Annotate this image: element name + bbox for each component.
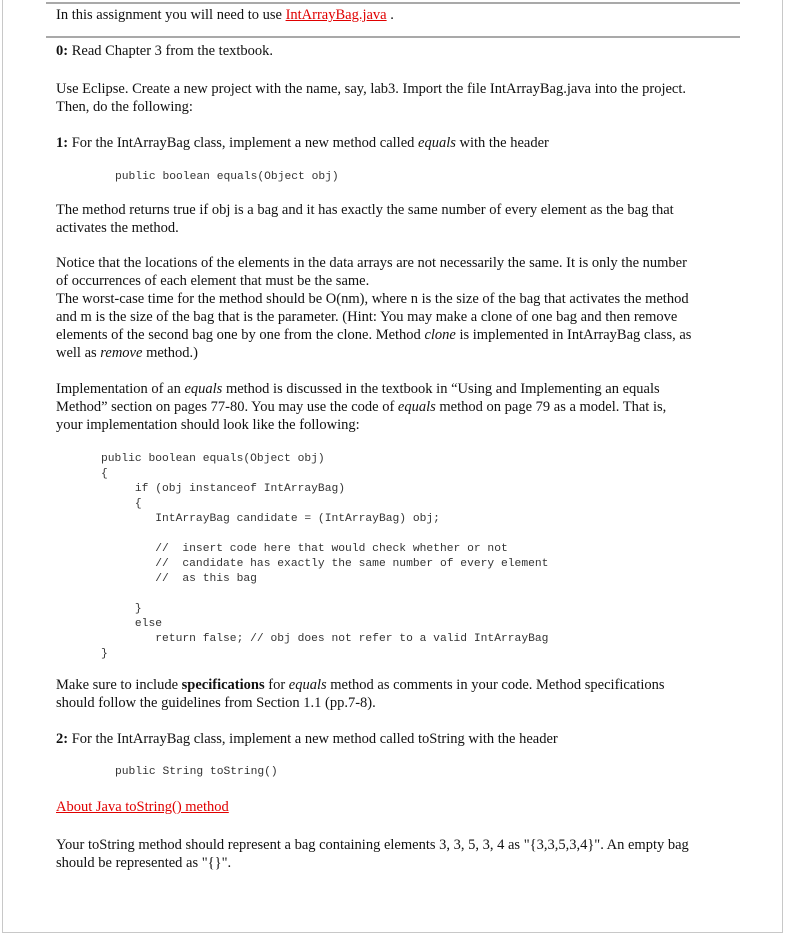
intarraybag-file-link[interactable]: IntArrayBag.java — [285, 7, 387, 23]
specs-line-1: Make sure to include specifications for equals method as comments in your code. Method specifications — [56, 677, 665, 693]
tostring-desc-line-2: should be represented as "{}". — [56, 855, 232, 871]
returns-line-2: activates the method. — [56, 220, 179, 236]
code-line: } — [101, 603, 142, 615]
divider-rule — [46, 36, 740, 38]
code-line — [101, 587, 548, 602]
code-line: // candidate has exactly the same number of every element — [101, 558, 549, 570]
impl-line-3: your implementation should look like the following: — [56, 417, 360, 433]
code-line: // insert code here that would check whether or not — [101, 543, 508, 555]
step0-line: 0: Read Chapter 3 from the textbook. — [56, 43, 274, 59]
notice-line-6: well as remove method.) — [56, 345, 199, 361]
notice-line-4: and m is the size of the bag that is the parameter. (Hint: You may make a clone of one bag and then remove — [56, 309, 678, 325]
code-line: IntArrayBag candidate = (IntArrayBag) obj; — [101, 513, 440, 525]
step2-line: 2: For the IntArrayBag class, implement a new method called toString with the header — [56, 731, 558, 747]
step1-line: 1: For the IntArrayBag class, implement a new method called equals with the header — [56, 135, 549, 151]
notice-line-1: Notice that the locations of the elements in the data arrays are not necessarily the same. It is only the number — [56, 255, 687, 271]
code-line: else — [101, 618, 163, 630]
eclipse-line-1: Use Eclipse. Create a new project with the name, say, lab3. Import the file IntArrayBag.java into the project. — [56, 81, 686, 97]
code-line: { — [101, 498, 142, 510]
notice-line-5: elements of the second bag one by one from the clone. Method clone is implemented in IntArrayBag class, as — [56, 327, 692, 343]
about-tostring-line — [56, 798, 229, 816]
tostring-desc-line-1: Your toString method should represent a bag containing elements 3, 3, 5, 3, 4 as "{3,3,5,3,4}". An empty bag — [56, 837, 689, 853]
tostring-header-code: public String toString() — [115, 766, 278, 778]
equals-code-block — [101, 452, 548, 662]
eclipse-line-2: Then, do the following: — [56, 99, 193, 115]
intro-line: In this assignment you will need to use IntArrayBag.java . — [56, 7, 394, 23]
returns-line-1: The method returns true if obj is a bag and it has exactly the same number of every element as the bag that — [56, 202, 674, 218]
specs-line-2: should follow the guidelines from Section 1.1 (pp.7-8). — [56, 695, 376, 711]
code-line: { — [101, 468, 108, 480]
code-line: // as this bag — [101, 573, 257, 585]
equals-header-code: public boolean equals(Object obj) — [115, 171, 339, 183]
code-line: public boolean equals(Object obj) — [101, 453, 325, 465]
impl-line-2: Method” section on pages 77-80. You may use the code of equals method on page 79 as a model. That is, — [56, 399, 667, 415]
about-tostring-link[interactable]: About Java toString() method — [56, 799, 229, 815]
top-rule — [46, 2, 740, 4]
code-line: if (obj instanceof IntArrayBag) — [101, 483, 346, 495]
code-line — [101, 527, 548, 542]
code-line: } — [101, 648, 108, 660]
impl-line-1: Implementation of an equals method is discussed in the textbook in “Using and Implementing an equals — [56, 381, 660, 397]
notice-line-2: of occurrences of each element that must be the same. — [56, 273, 370, 289]
notice-line-3: The worst-case time for the method should be O(nm), where n is the size of the bag that activates the method — [56, 291, 689, 307]
code-line: return false; // obj does not refer to a valid IntArrayBag — [101, 633, 549, 645]
